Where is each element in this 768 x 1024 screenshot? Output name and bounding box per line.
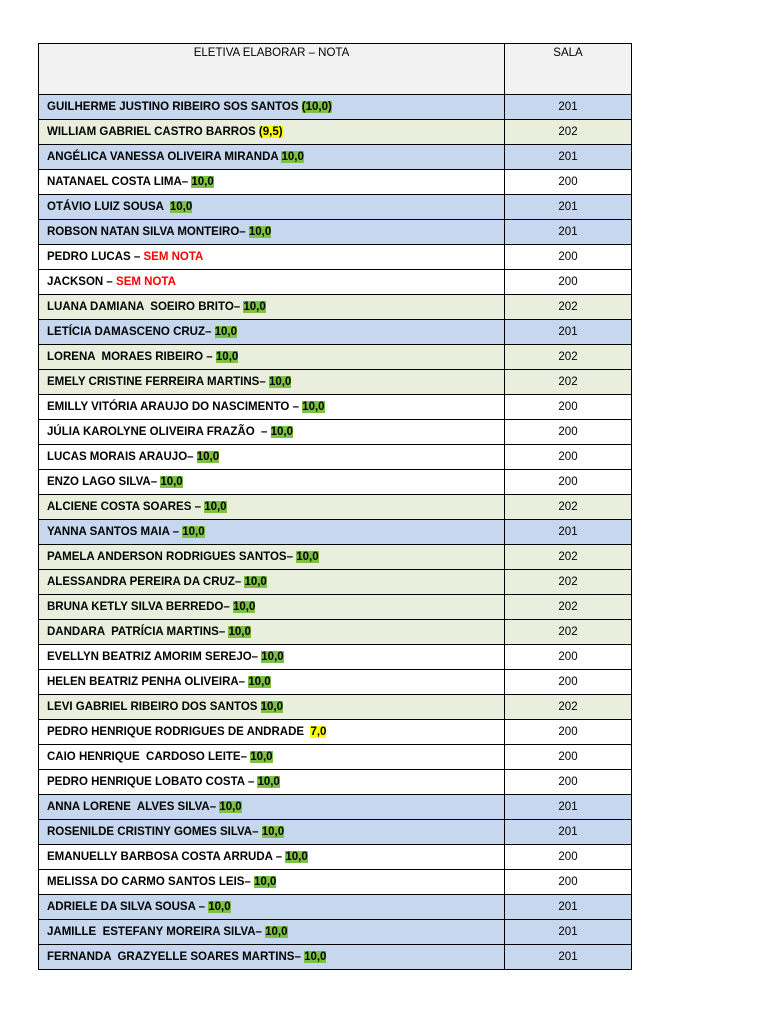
student-name: ROBSON NATAN SILVA MONTEIRO– bbox=[47, 226, 249, 238]
grade-badge: 10,0 bbox=[304, 951, 327, 963]
grade-badge: 10,0 bbox=[204, 501, 227, 513]
sala-cell: 201 bbox=[505, 320, 632, 345]
student-cell bbox=[39, 120, 505, 145]
student-name: PEDRO LUCAS – bbox=[47, 251, 144, 263]
sala-cell: 200 bbox=[505, 395, 632, 420]
sala-cell: 200 bbox=[505, 645, 632, 670]
student-cell bbox=[39, 195, 505, 220]
student-name: NATANAEL COSTA LIMA– bbox=[47, 176, 192, 188]
student-name: LETÍCIA DAMASCENO CRUZ– bbox=[47, 326, 215, 338]
grade-badge: 10,0 bbox=[232, 601, 256, 613]
header-sala-column: SALA bbox=[505, 44, 632, 95]
student-name: EVELLYN BEATRIZ AMORIM SEREJO– bbox=[47, 651, 262, 663]
student-cell bbox=[39, 295, 505, 320]
table-row bbox=[39, 170, 632, 195]
sala-cell: 200 bbox=[505, 470, 632, 495]
sala-cell: 201 bbox=[505, 520, 632, 545]
grade-badge: 10,0 bbox=[260, 701, 284, 713]
student-name: LUCAS MORAIS ARAUJO– bbox=[47, 451, 197, 463]
table-row bbox=[39, 770, 632, 795]
table-row bbox=[39, 570, 632, 595]
student-cell bbox=[39, 220, 505, 245]
student-cell bbox=[39, 245, 505, 270]
student-name: PAMELA ANDERSON RODRIGUES SANTOS– bbox=[47, 551, 297, 563]
student-cell bbox=[39, 820, 505, 845]
student-cell bbox=[39, 920, 505, 945]
grade-badge: 10,0 bbox=[219, 801, 242, 813]
table-row bbox=[39, 320, 632, 345]
grade-badge: 10,0 bbox=[250, 751, 273, 763]
grade-badge: 10,0 bbox=[169, 201, 193, 213]
student-cell bbox=[39, 945, 505, 970]
student-name: YANNA SANTOS MAIA – bbox=[47, 526, 183, 538]
sala-cell: 202 bbox=[505, 120, 632, 145]
student-name: DANDARA PATRÍCIA MARTINS– bbox=[47, 626, 229, 638]
student-name: ANNA LORENE ALVES SILVA– bbox=[47, 801, 220, 813]
student-name: LUANA DAMIANA SOEIRO BRITO– bbox=[47, 301, 244, 313]
table-row bbox=[39, 295, 632, 320]
table-row bbox=[39, 520, 632, 545]
table-row bbox=[39, 245, 632, 270]
student-name: EMILLY VITÓRIA ARAUJO DO NASCIMENTO – bbox=[47, 401, 303, 413]
student-cell bbox=[39, 695, 505, 720]
student-name: EMELY CRISTINE FERREIRA MARTINS– bbox=[47, 376, 269, 388]
grade-badge: 10,0 bbox=[302, 401, 325, 413]
student-cell bbox=[39, 620, 505, 645]
sala-cell: 202 bbox=[505, 570, 632, 595]
grade-badge: 10,0 bbox=[243, 301, 266, 313]
sala-cell: 202 bbox=[505, 595, 632, 620]
student-name: LEVI GABRIEL RIBEIRO DOS SANTOS bbox=[47, 701, 261, 713]
student-cell bbox=[39, 895, 505, 920]
sala-cell: 201 bbox=[505, 195, 632, 220]
student-cell bbox=[39, 795, 505, 820]
student-cell bbox=[39, 720, 505, 745]
sala-cell: 200 bbox=[505, 445, 632, 470]
sala-cell: 201 bbox=[505, 920, 632, 945]
student-name: PEDRO HENRIQUE LOBATO COSTA – bbox=[47, 776, 258, 788]
sala-cell: 202 bbox=[505, 295, 632, 320]
student-cell bbox=[39, 745, 505, 770]
table-row bbox=[39, 645, 632, 670]
sala-cell: 201 bbox=[505, 820, 632, 845]
grade-badge: 10,0 bbox=[248, 676, 271, 688]
table-row bbox=[39, 795, 632, 820]
grade-badge: 10,0 bbox=[244, 576, 267, 588]
grade-badge: 10,0 bbox=[191, 176, 214, 188]
sala-cell: 202 bbox=[505, 695, 632, 720]
grade-badge: SEM NOTA bbox=[143, 251, 204, 263]
grade-badge: 10,0 bbox=[254, 876, 277, 888]
student-cell bbox=[39, 570, 505, 595]
table-row bbox=[39, 370, 632, 395]
table-row bbox=[39, 870, 632, 895]
table-row bbox=[39, 920, 632, 945]
student-name: ALESSANDRA PEREIRA DA CRUZ– bbox=[47, 576, 245, 588]
sala-cell: 200 bbox=[505, 170, 632, 195]
table-row bbox=[39, 695, 632, 720]
student-name: ANGÉLICA VANESSA OLIVEIRA MIRANDA bbox=[47, 151, 282, 163]
sala-cell: 200 bbox=[505, 745, 632, 770]
table-row bbox=[39, 345, 632, 370]
grade-badge: 10,0 bbox=[261, 826, 285, 838]
grade-badge: 10,0 bbox=[214, 326, 237, 338]
student-name: JAMILLE ESTEFANY MOREIRA SILVA– bbox=[47, 926, 266, 938]
student-name: ADRIELE DA SILVA SOUSA – bbox=[47, 901, 209, 913]
sala-cell: 201 bbox=[505, 945, 632, 970]
sala-cell: 201 bbox=[505, 895, 632, 920]
student-name: GUILHERME JUSTINO RIBEIRO SOS SANTOS bbox=[47, 101, 302, 113]
student-name: FERNANDA GRAZYELLE SOARES MARTINS– bbox=[47, 951, 305, 963]
sala-cell: 200 bbox=[505, 770, 632, 795]
table-row bbox=[39, 195, 632, 220]
grade-badge: 10,0 bbox=[265, 926, 288, 938]
sala-cell: 202 bbox=[505, 495, 632, 520]
table-row bbox=[39, 620, 632, 645]
student-name: PEDRO HENRIQUE RODRIGUES DE ANDRADE bbox=[47, 726, 311, 738]
table-row bbox=[39, 95, 632, 120]
table-row bbox=[39, 595, 632, 620]
student-cell bbox=[39, 495, 505, 520]
student-cell bbox=[39, 270, 505, 295]
grade-badge: 10,0 bbox=[196, 451, 220, 463]
table-row bbox=[39, 820, 632, 845]
grade-badge: 10,0 bbox=[270, 426, 294, 438]
student-cell bbox=[39, 595, 505, 620]
student-cell bbox=[39, 345, 505, 370]
student-cell bbox=[39, 395, 505, 420]
student-cell bbox=[39, 145, 505, 170]
student-name: JACKSON – bbox=[47, 276, 117, 288]
table-row bbox=[39, 495, 632, 520]
sala-cell: 201 bbox=[505, 220, 632, 245]
student-cell bbox=[39, 95, 505, 120]
student-cell bbox=[39, 420, 505, 445]
grade-badge: 10,0 bbox=[182, 526, 205, 538]
student-cell bbox=[39, 645, 505, 670]
table-row bbox=[39, 220, 632, 245]
grade-badge: 10,0 bbox=[281, 151, 304, 163]
grade-badge: 10,0 bbox=[268, 376, 292, 388]
grade-badge: 10,0 bbox=[285, 851, 308, 863]
student-name: EMANUELLY BARBOSA COSTA ARRUDA – bbox=[47, 851, 286, 863]
student-name: CAIO HENRIQUE CARDOSO LEITE– bbox=[47, 751, 251, 763]
student-name: JÚLIA KAROLYNE OLIVEIRA FRAZÃO – bbox=[47, 426, 271, 438]
sala-cell: 202 bbox=[505, 620, 632, 645]
table-row bbox=[39, 470, 632, 495]
sala-cell: 202 bbox=[505, 345, 632, 370]
sala-cell: 200 bbox=[505, 420, 632, 445]
student-cell bbox=[39, 870, 505, 895]
grade-badge: 10,0 bbox=[160, 476, 183, 488]
sala-cell: 200 bbox=[505, 870, 632, 895]
student-cell bbox=[39, 370, 505, 395]
student-cell bbox=[39, 445, 505, 470]
grade-badge: (9,5) bbox=[258, 126, 283, 138]
grade-badge: 10,0 bbox=[215, 351, 239, 363]
student-name: ENZO LAGO SILVA– bbox=[47, 476, 161, 488]
student-name: HELEN BEATRIZ PENHA OLIVEIRA– bbox=[47, 676, 249, 688]
table-row bbox=[39, 395, 632, 420]
sala-cell: 200 bbox=[505, 720, 632, 745]
grade-badge: 10,0 bbox=[228, 626, 251, 638]
student-cell bbox=[39, 170, 505, 195]
table-row bbox=[39, 895, 632, 920]
sala-cell: 200 bbox=[505, 845, 632, 870]
table-row bbox=[39, 445, 632, 470]
table-header-row bbox=[39, 44, 632, 95]
grade-badge: 10,0 bbox=[261, 651, 284, 663]
grade-badge: (10,0) bbox=[301, 101, 332, 113]
sala-cell: 202 bbox=[505, 370, 632, 395]
sala-cell: 201 bbox=[505, 795, 632, 820]
table-row bbox=[39, 420, 632, 445]
student-name: BRUNA KETLY SILVA BERREDO– bbox=[47, 601, 233, 613]
grade-badge: 10,0 bbox=[208, 901, 231, 913]
table-row bbox=[39, 945, 632, 970]
sala-cell: 201 bbox=[505, 95, 632, 120]
student-cell bbox=[39, 320, 505, 345]
grade-badge: 10,0 bbox=[257, 776, 280, 788]
student-name: WILLIAM GABRIEL CASTRO BARROS bbox=[47, 126, 259, 138]
grade-badge: 10,0 bbox=[296, 551, 319, 563]
table-row bbox=[39, 545, 632, 570]
grade-badge: 7,0 bbox=[310, 726, 327, 738]
table-row bbox=[39, 745, 632, 770]
student-name: MELISSA DO CARMO SANTOS LEIS– bbox=[47, 876, 255, 888]
student-cell bbox=[39, 845, 505, 870]
header-name-column: ELETIVA ELABORAR – NOTA bbox=[39, 44, 505, 95]
sala-cell: 200 bbox=[505, 270, 632, 295]
table-row bbox=[39, 845, 632, 870]
student-cell bbox=[39, 520, 505, 545]
student-cell bbox=[39, 670, 505, 695]
student-name: OTÁVIO LUIZ SOUSA bbox=[47, 201, 170, 213]
table-row bbox=[39, 720, 632, 745]
student-cell bbox=[39, 770, 505, 795]
table-row bbox=[39, 270, 632, 295]
table-row bbox=[39, 145, 632, 170]
student-cell bbox=[39, 545, 505, 570]
grades-table bbox=[38, 43, 632, 970]
sala-cell: 200 bbox=[505, 670, 632, 695]
grade-badge: 10,0 bbox=[248, 226, 272, 238]
student-name: ROSENILDE CRISTINY GOMES SILVA– bbox=[47, 826, 262, 838]
student-name: LORENA MORAES RIBEIRO – bbox=[47, 351, 216, 363]
student-name: ALCIENE COSTA SOARES – bbox=[47, 501, 205, 513]
student-cell bbox=[39, 470, 505, 495]
sala-cell: 201 bbox=[505, 145, 632, 170]
grade-badge: SEM NOTA bbox=[116, 276, 176, 288]
sala-cell: 200 bbox=[505, 245, 632, 270]
table-row bbox=[39, 670, 632, 695]
table-row bbox=[39, 120, 632, 145]
sala-cell: 202 bbox=[505, 545, 632, 570]
